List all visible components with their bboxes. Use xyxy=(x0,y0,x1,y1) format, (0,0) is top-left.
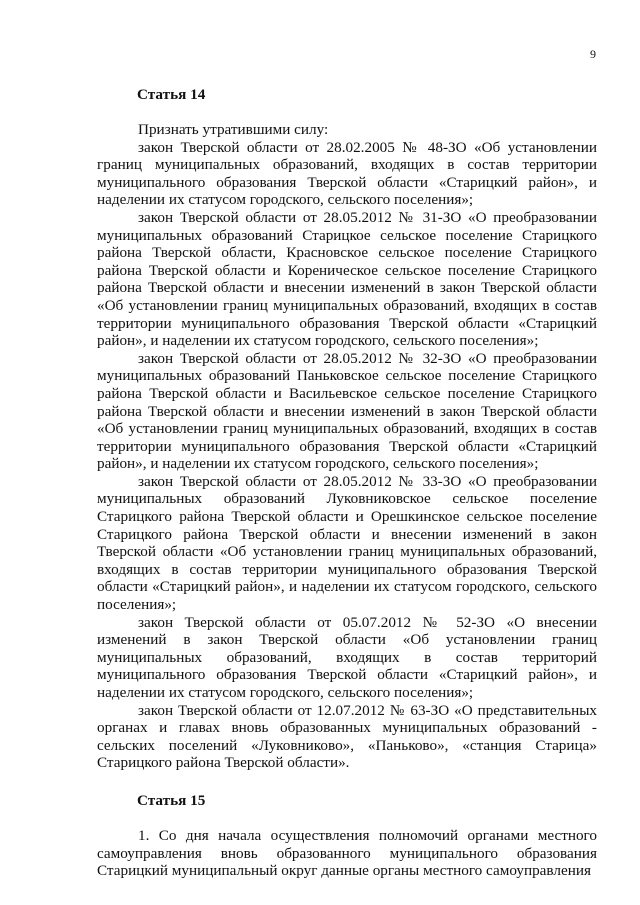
article-15-item-1: 1. Со дня начала осуществления полномочий органами местного самоуправления вновь образованного муниципального образования Старицкий муниципальный округ данные органы местного самоуправления xyxy=(97,826,597,880)
article-14-item-6: закон Тверской области от 12.07.2012 № 63-ЗО «О представительных органах и главах вновь образованных муниципальных образований - сельских поселений «Луковниково», «Паньково», «станция Старица» Старицкого района Тверской области». xyxy=(97,701,597,772)
article-14-item-5: закон Тверской области от 05.07.2012 № 52-ЗО «О внесении изменений в закон Тверской области «Об установлении границ муниципальных образований, входящих в состав территорий муниципального образования Тверской области «Старицкий район», и наделении их статусом городского, сельского поселения»; xyxy=(97,613,597,701)
article-14-intro: Признать утратившими силу: xyxy=(138,121,329,138)
article-14-item-4: закон Тверской области от 28.05.2012 № 33-ЗО «О преобразовании муниципальных образований Луковниковское сельское поселение Старицкого района Тверской области и Орешкинское сельское поселение Старицкого района Тверской области и внесении изменений в закон Тверской области «Об установлении границ муниципальных образований, входящих в состав территории муниципального образования Тверской области «Старицкий район», и наделении их статусом городского, сельского поселения»; xyxy=(97,472,597,614)
article-14-item-2: закон Тверской области от 28.05.2012 № 31-ЗО «О преобразовании муниципальных образований Старицкое сельское поселение Старицкого района Тверской области, Красновское сельское поселение Старицкого района Тверской области и Кореническое сельское поселение Старицкого района Тверской области и внесении изменений в закон Тверской области «Об установлении границ муниципальных образований, входящих в состав территории муниципального образования Тверской области «Старицкий район», и наделении их статусом городского, сельского поселения»; xyxy=(97,208,597,350)
article-14-heading: Статья 14 xyxy=(137,86,206,103)
document-body xyxy=(97,86,597,880)
page-number: 9 xyxy=(590,47,596,61)
article-14-item-3: закон Тверской области от 28.05.2012 № 32-ЗО «О преобразовании муниципальных образований Паньковское сельское поселение Старицкого района Тверской области и Васильевское сельское поселение Старицкого района Тверской области и внесении изменений в закон Тверской области «Об установлении границ муниципальных образований, входящих в состав территории муниципального образования Тверской области «Старицкий район», и наделении их статусом городского, сельского поселения»; xyxy=(97,349,597,473)
article-14-item-1: закон Тверской области от 28.02.2005 № 48-ЗО «Об установлении границ муниципальных образований, входящих в состав территории муниципального образования Тверской области «Старицкий район», и наделении их статусом городского, сельского поселения»; xyxy=(97,138,597,209)
article-15-heading: Статья 15 xyxy=(137,791,206,809)
